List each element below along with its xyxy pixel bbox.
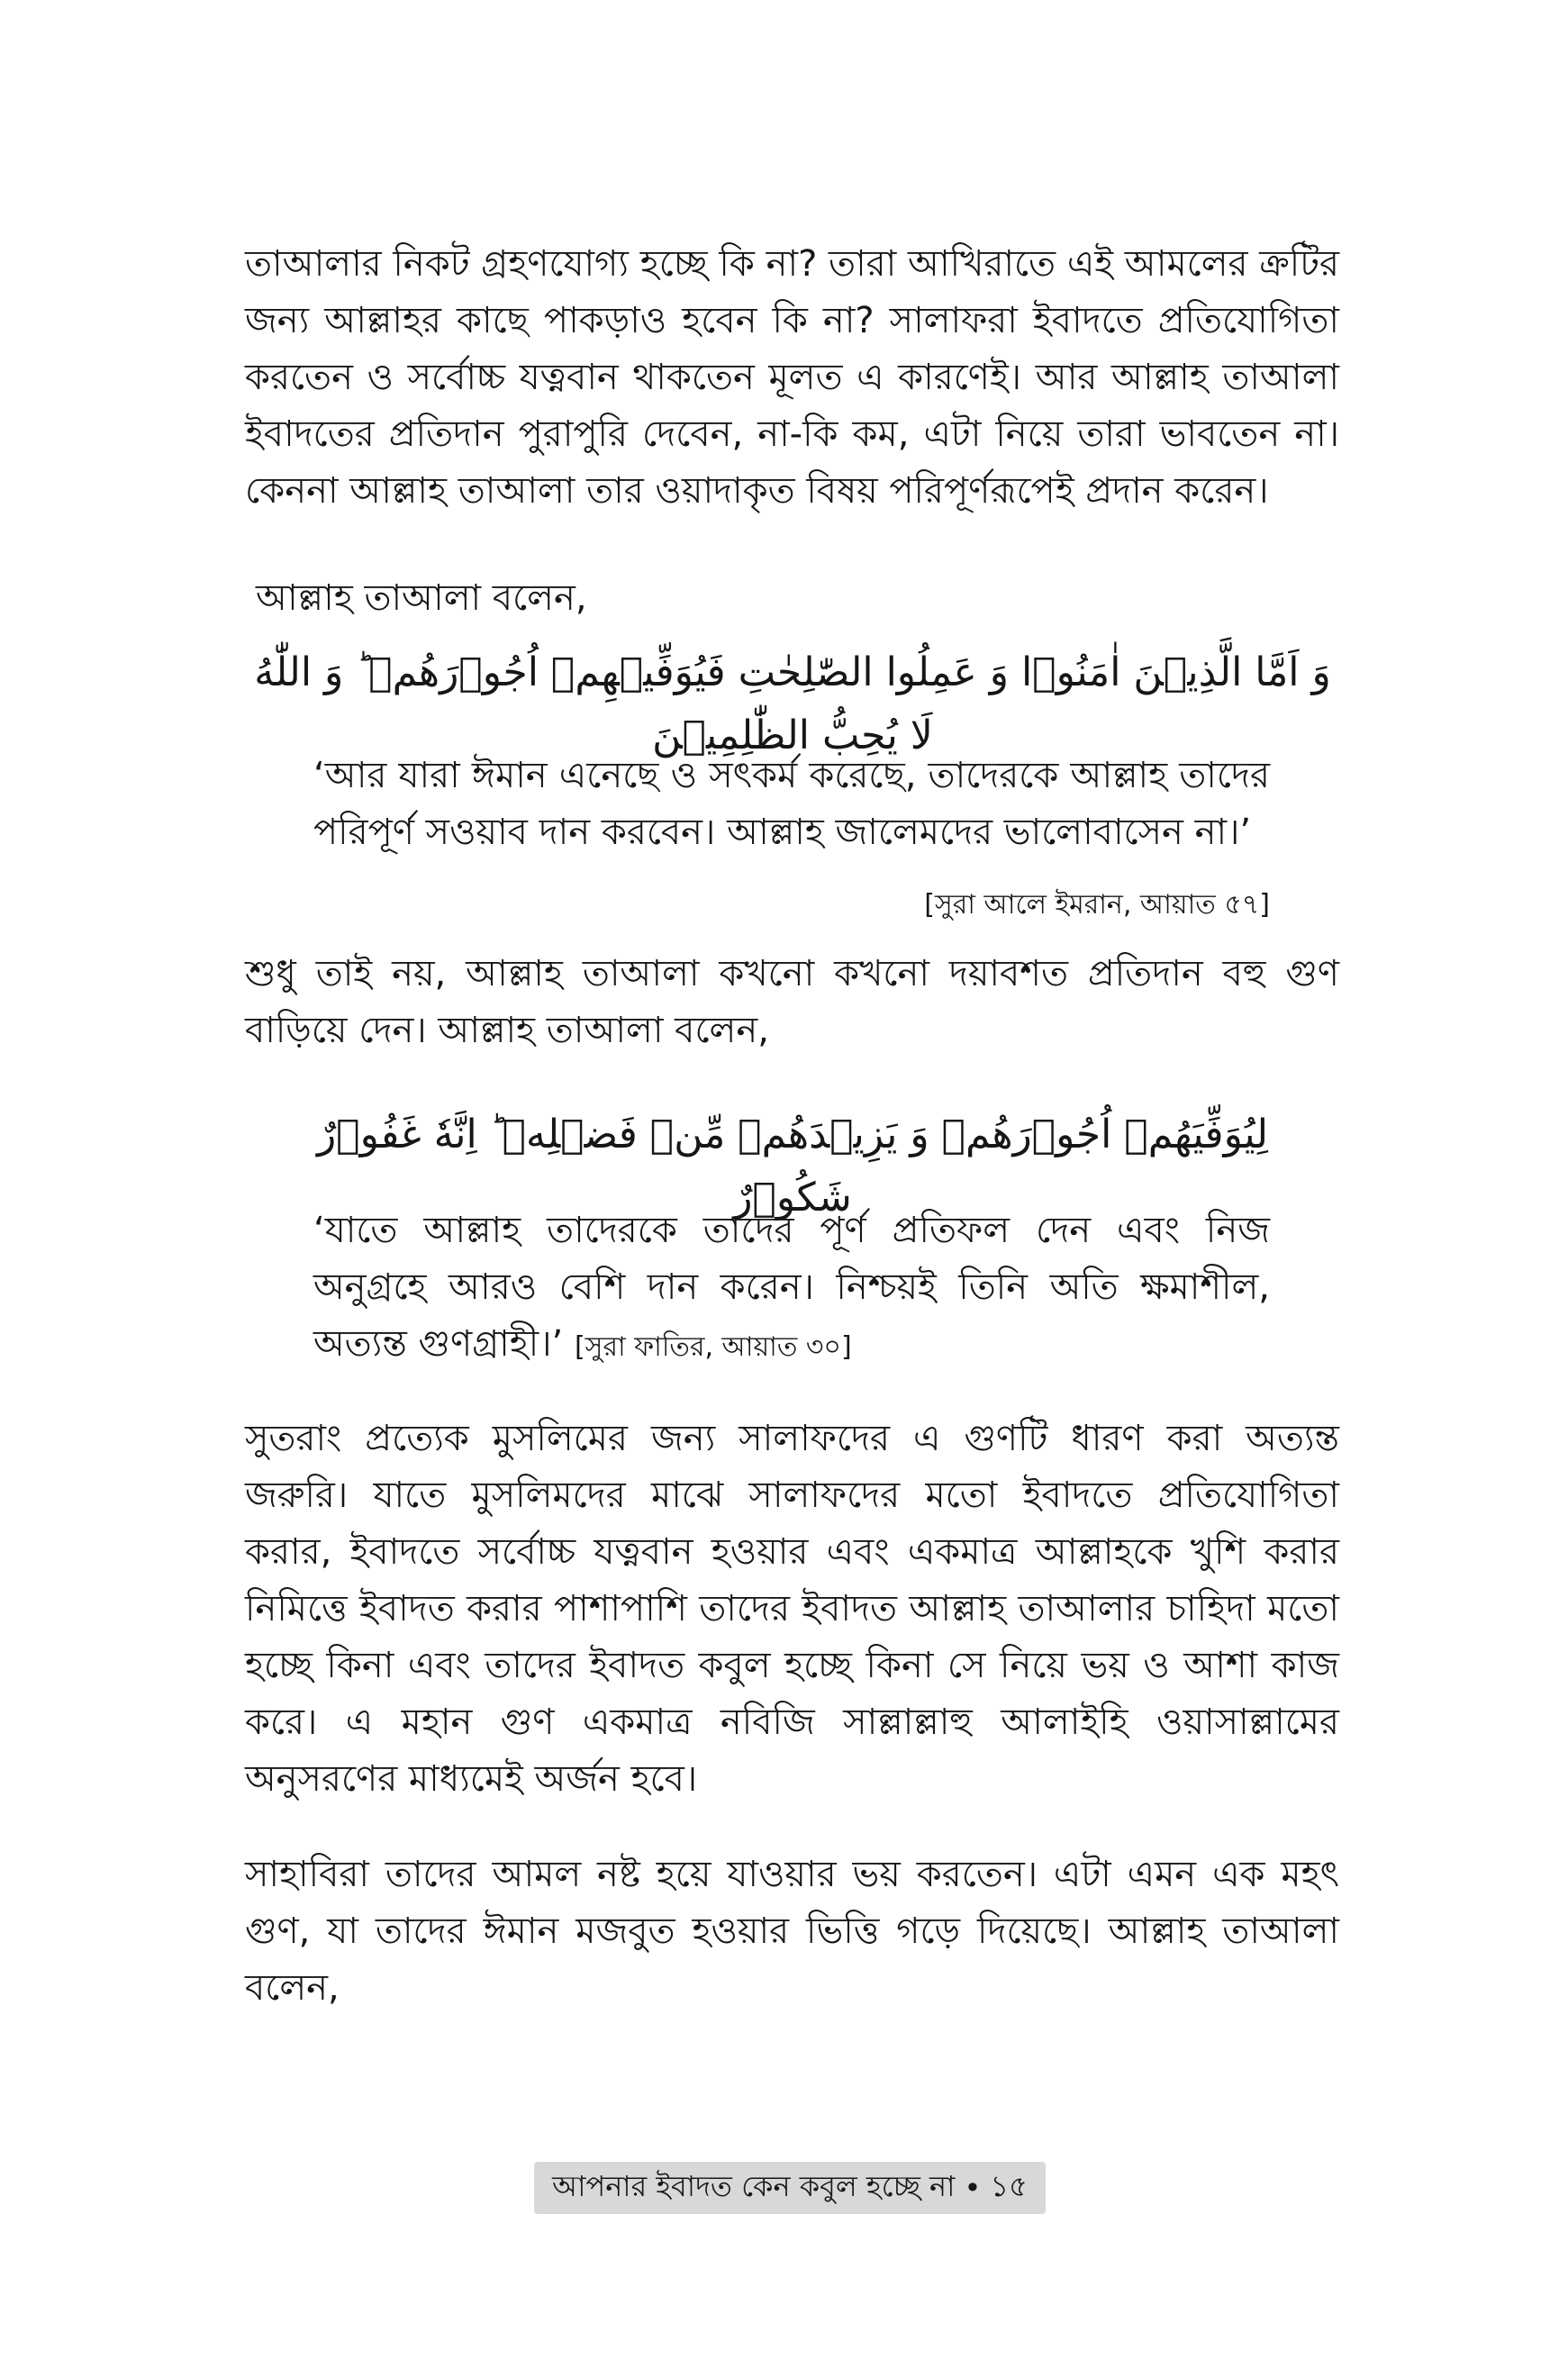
arabic-verse-1: وَ اَمَّا الَّذِیۡنَ اٰمَنُوۡا وَ عَمِلُوا الصّٰلِحٰتِ فَیُوَفِّیۡهِمۡ اُجُوۡرَهُمۡ ؕ وَ اللّٰهُ لَا یُحِبُّ الظّٰلِمِیۡنَ: [254, 649, 1331, 758]
quote-intro-1: আল্লাহ তাআলা বলেন,: [256, 577, 587, 619]
footer-page-number: ১৫: [990, 2169, 1028, 2203]
translation-2-text: ‘যাতে আল্লাহ তাদেরকে তাদের পূর্ণ প্রতিফল দেন এবং নিজ অনুগ্রহে আরও বেশি দান করেন। নিশ্চয়ই তিনি অতি ক্ষমাশীল, অত্যন্ত গুণগ্রাহী।’: [313, 1210, 1270, 1365]
citation-2: [সুরা ফাতির, আয়াত ৩০]: [574, 1331, 852, 1363]
paragraph-2: শুধু তাই নয়, আল্লাহ তাআলা কখনো কখনো দয়াবশত প্রতিদান বহু গুণ বাড়িয়ে দেন। আল্লাহ তাআলা বলেন,: [245, 953, 1339, 1051]
paragraph-4: সাহাবিরা তাদের আমল নষ্ট হয়ে যাওয়ার ভয় করতেন। এটা এমন এক মহৎ গুণ, যা তাদের ঈমান মজবুত হওয়ার ভিত্তি গড়ে দিয়েছে। আল্লাহ তাআলা বলেন,: [245, 1854, 1339, 2009]
footer-book-title: আপনার ইবাদত কেন কবুল হচ্ছে না: [552, 2169, 956, 2203]
paragraph-1: তাআলার নিকট গ্রহণযোগ্য হচ্ছে কি না? তারা আখিরাতে এই আমলের ক্রটির জন্য আল্লাহর কাছে পাকড়াও হবেন কি না? সালাফরা ইবাদতে প্রতিযোগিতা করতেন ও সর্বোচ্চ যত্নবান থাকতেন মূলত এ কারণেই। আর আল্লাহ তাআলা ইবাদতের প্রতিদান পুরাপুরি দেবেন, না-কি কম, এটা নিয়ে তারা ভাবতেন না। কেননা আল্লাহ তাআলা তার ওয়াদাকৃত বিষয় পরিপূর্ণরূপেই প্রদান করেন।: [245, 243, 1339, 512]
page-footer: [534, 2162, 1046, 2214]
paragraph-3: সুতরাং প্রত্যেক মুসলিমের জন্য সালাফদের এ গুণটি ধারণ করা অত্যন্ত জরুরি। যাতে মুসলিমদের মাঝে সালাফদের মতো ইবাদতে প্রতিযোগিতা করার, ইবাদতে সর্বোচ্চ যত্নবান হওয়ার এবং একমাত্র আল্লাহকে খুশি করার নিমিত্তে ইবাদত করার পাশাপাশি তাদের ইবাদত আল্লাহ তাআলার চাহিদা মতো হচ্ছে কিনা এবং তাদের ইবাদত কবুল হচ্ছে কিনা সে নিয়ে ভয় ও আশা কাজ করে। এ মহান গুণ একমাত্র নবিজি সাল্লাল্লাহু আলাইহি ওয়াসাল্লামের অনুসরণের মাধ্যমেই অর্জন হবে।: [245, 1418, 1339, 1800]
translation-1: ‘আর যারা ঈমান এনেছে ও সৎকর্ম করেছে, তাদেরকে আল্লাহ তাদের পরিপূর্ণ সওয়াব দান করবেন। আল্লাহ জালেমদের ভালোবাসেন না।’: [313, 755, 1270, 853]
translation-2: [313, 1203, 1270, 1373]
citation-1: [সুরা আলে ইমরান, আয়াত ৫৭]: [924, 889, 1270, 921]
footer-separator: •: [964, 2171, 982, 2205]
arabic-verse-2: لِیُوَفِّیَهُمۡ اُجُوۡرَهُمۡ وَ یَزِیۡدَهُمۡ مِّنۡ فَضۡلِهٖ ؕ اِنَّهٗ غَفُوۡرٌ شَكُوۡرٌ: [316, 1112, 1269, 1221]
